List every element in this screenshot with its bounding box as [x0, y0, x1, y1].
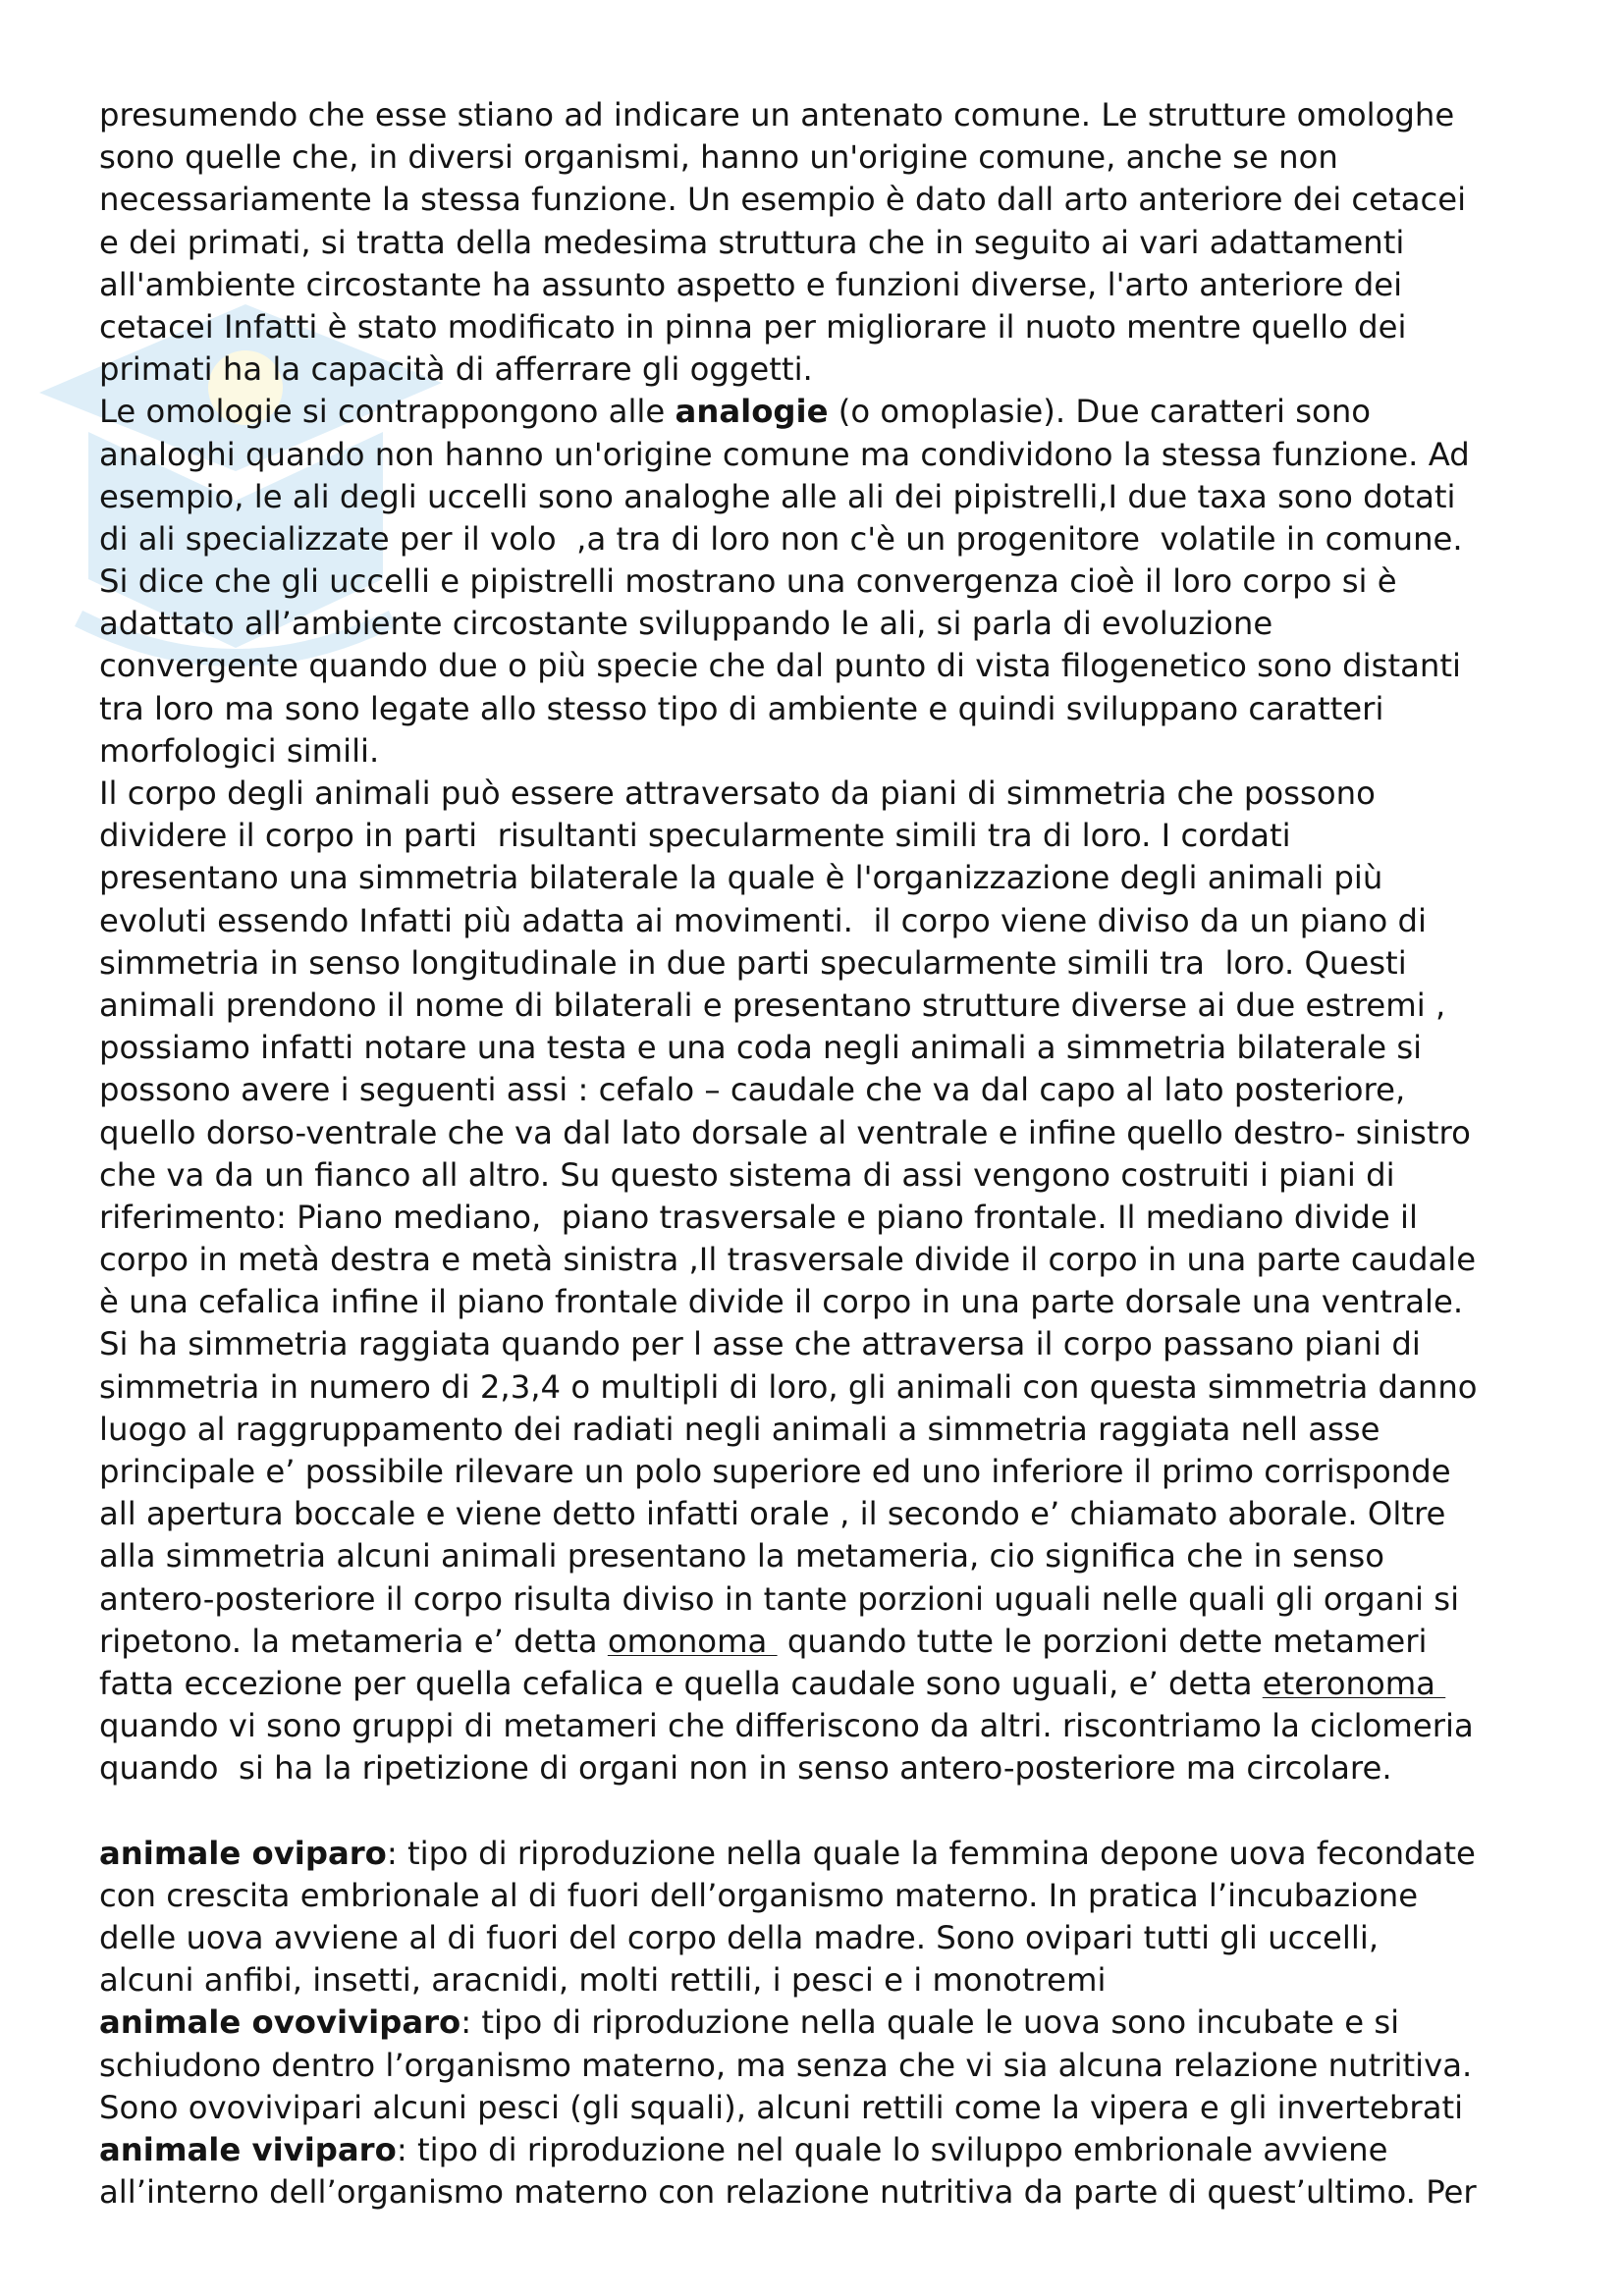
- text-line: riferimento: Piano mediano, piano trasversale e piano frontale. Il mediano divide il: [99, 1198, 1418, 1236]
- text-line: possiamo infatti notare una testa e una coda negli animali a simmetria bilaterale si: [99, 1029, 1423, 1067]
- text-line: schiudono dentro l’organismo materno, ma senza che vi sia alcuna relazione nutritiva.: [99, 2046, 1473, 2084]
- text-line: [99, 1833, 1542, 1875]
- paragraph-simmetria: [99, 773, 1542, 1790]
- text-line: animali prendono il nome di bilaterali e presentano strutture diverse ai due estremi ,: [99, 986, 1446, 1024]
- term-analogie: analogie: [675, 393, 829, 431]
- text-line: alcuni anfibi, insetti, aracnidi, molti rettili, i pesci e i monotremi: [99, 1961, 1107, 2000]
- text-line: all’interno dell’organismo materno con relazione nutritiva da parte di quest’ultimo. Per: [99, 2173, 1477, 2212]
- text-line: morfologici simili.: [99, 731, 380, 770]
- text-line: antero-posteriore il corpo risulta diviso in tante porzioni uguali nelle quali gli organi si: [99, 1579, 1460, 1618]
- text-line: con crescita embrionale al di fuori dell’organismo materno. In pratica l’incubazione: [99, 1876, 1419, 1914]
- text-line: all apertura boccale e viene detto infatti orale , il secondo e’ chiamato aborale. Oltre: [99, 1495, 1446, 1533]
- paragraph-spacer: [99, 1790, 1542, 1833]
- term-omonoma: omonoma: [607, 1622, 778, 1660]
- text-run: : tipo di riproduzione nella quale le uova sono incubate e si: [460, 2003, 1400, 2042]
- term-animale-ovoviviparo: animale ovoviviparo: [99, 2003, 461, 2042]
- text-line: analoghi quando non hanno un'origine comune ma condividono la stessa funzione. Ad: [99, 435, 1470, 473]
- text-run: ripetono. la metameria e’ detta: [99, 1622, 608, 1660]
- text-line: principale e’ possibile rilevare un polo superiore ed uno inferiore il primo corrisponde: [99, 1453, 1451, 1490]
- text-run: fatta eccezione per quella cefalica e quella caudale sono uguali, e’ detta: [99, 1664, 1263, 1702]
- text-line: che va da un fianco all altro. Su questo sistema di assi vengono costruiti i piani di: [99, 1155, 1395, 1194]
- text-line: presumendo che esse stiano ad indicare un antenato comune. Le strutture omologhe: [99, 96, 1455, 133]
- text-line: delle uova avviene al di fuori del corpo della madre. Sono ovipari tutti gli uccelli,: [99, 1919, 1380, 1957]
- text-line: simmetria in senso longitudinale in due parti specularmente simili tra loro. Questi: [99, 943, 1407, 982]
- text-line: quello dorso-ventrale che va dal lato dorsale al ventrale e infine quello destro- sinistro: [99, 1113, 1471, 1151]
- text-line: [99, 391, 1542, 433]
- term-animale-oviparo: animale oviparo: [99, 1834, 387, 1872]
- text-line: [99, 2129, 1542, 2171]
- text-line: luogo al raggruppamento dei radiati negli animali a simmetria raggiata nell asse: [99, 1410, 1380, 1448]
- text-line: Il corpo degli animali può essere attraversato da piani di simmetria che possono: [99, 774, 1376, 812]
- text-line: possono avere i seguenti assi : cefalo – caudale che va dal capo al lato posteriore,: [99, 1071, 1406, 1109]
- text-run: quando tutte le porzioni dette metameri: [777, 1622, 1428, 1660]
- text-line: alla simmetria alcuni animali presentano la metameria, cio significa che in senso: [99, 1537, 1385, 1575]
- text-line: primati ha la capacità di afferrare gli oggetti.: [99, 350, 813, 389]
- text-line: tra loro ma sono legate allo stesso tipo di ambiente e quindi sviluppano caratteri: [99, 689, 1384, 727]
- text-line: Sono ovovivipari alcuni pesci (gli squali), alcuni rettili come la vipera e gli invertebrati: [99, 2088, 1464, 2126]
- text-run: Le omologie si contrappongono alle: [99, 393, 676, 431]
- paragraph-analogie: [99, 391, 1542, 773]
- text-line: [99, 1621, 1542, 1663]
- text-line: presentano una simmetria bilaterale la quale è l'organizzazione degli animali più: [99, 859, 1383, 897]
- text-run: (o omoplasie). Due caratteri sono: [828, 393, 1372, 431]
- text-line: sono quelle che, in diversi organismi, hanno un'origine comune, anche se non: [99, 138, 1338, 177]
- text-line: corpo in metà destra e metà sinistra ,Il trasversale divide il corpo in una parte caudale: [99, 1241, 1477, 1279]
- term-animale-viviparo: animale viviparo: [99, 2131, 397, 2168]
- text-line: adattato all’ambiente circostante sviluppando le ali, si parla di evoluzione: [99, 605, 1273, 643]
- text-line: evoluti essendo Infatti più adatta ai movimenti. il corpo viene diviso da un piano di: [99, 901, 1427, 939]
- text-line: è una cefalica infine il piano frontale divide il corpo in una parte dorsale una ventrale.: [99, 1283, 1464, 1321]
- text-line: e dei primati, si tratta della medesima struttura che in seguito ai vari adattamenti: [99, 223, 1405, 261]
- text-line: convergente quando due o più specie che dal punto di vista filogenetico sono distanti: [99, 647, 1462, 685]
- text-line: Si ha simmetria raggiata quando per l asse che attraversa il corpo passano piani di: [99, 1325, 1421, 1363]
- term-eteronoma: eteronoma: [1262, 1664, 1446, 1702]
- text-line: [99, 2002, 1542, 2044]
- text-line: simmetria in numero di 2,3,4 o multipli di loro, gli animali con questa simmetria danno: [99, 1367, 1478, 1406]
- text-line: necessariamente la stessa funzione. Un esempio è dato dall arto anteriore dei cetacei: [99, 181, 1467, 219]
- text-line: quando vi sono gruppi di metameri che differiscono da altri. riscontriamo la ciclomeria: [99, 1707, 1474, 1745]
- document-page: [99, 94, 1542, 2214]
- text-line: all'ambiente circostante ha assunto aspetto e funzioni diverse, l'arto anteriore dei: [99, 265, 1403, 303]
- paragraph-riproduzione: [99, 1833, 1542, 2215]
- text-run: : tipo di riproduzione nella quale la femmina depone uova fecondate: [386, 1834, 1476, 1872]
- text-line: di ali specializzate per il volo ,a tra di loro non c'è un progenitore volatile in comune.: [99, 519, 1463, 558]
- text-line: quando si ha la ripetizione di organi non in senso antero-posteriore ma circolare.: [99, 1749, 1392, 1788]
- text-line: Si dice che gli uccelli e pipistrelli mostrano una convergenza cioè il loro corpo si è: [99, 562, 1397, 601]
- text-line: [99, 1663, 1542, 1705]
- paragraph-omologie: [99, 94, 1542, 391]
- text-line: esempio, le ali degli uccelli sono analoghe alle ali dei pipistrelli,I due taxa sono dotati: [99, 477, 1456, 515]
- text-run: : tipo di riproduzione nel quale lo sviluppo embrionale avviene: [396, 2131, 1388, 2168]
- text-line: dividere il corpo in parti risultanti specularmente simili tra di loro. I cordati: [99, 817, 1291, 855]
- text-line: cetacei Infatti è stato modificato in pinna per migliorare il nuoto mentre quello dei: [99, 307, 1407, 346]
